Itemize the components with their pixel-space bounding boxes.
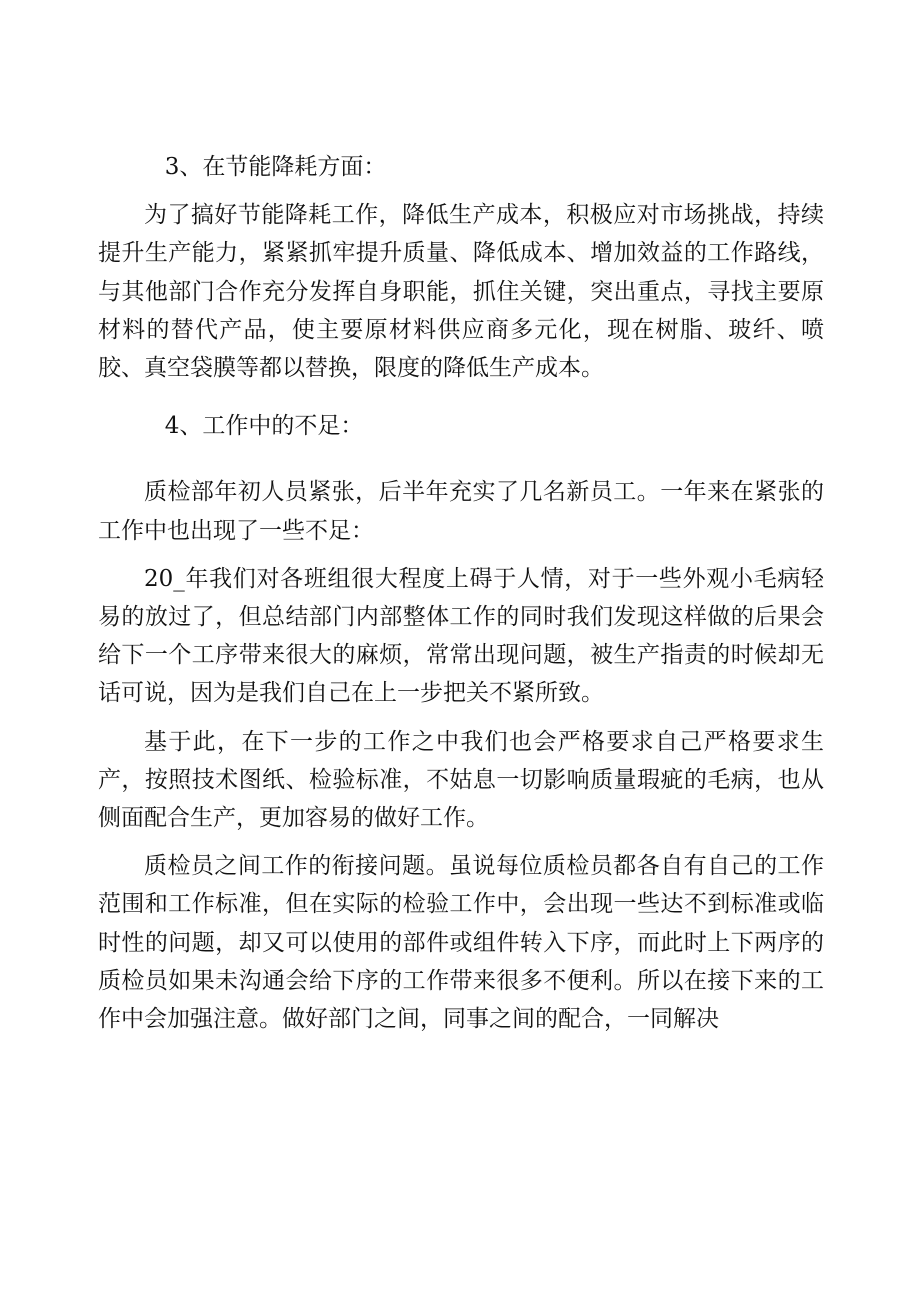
paragraph-leniency: 20_年我们对各班组很大程度上碍于人情，对于一些外观小毛病轻易的放过了，但总结部门内部整体工作的同时我们发现这样做的后果会给下一个工序带来很大的麻烦，常常出现问题，被生产指责的时候却无话可说，因为是我们自己在上一步把关不紧所致。: [98, 565, 824, 707]
document-body: [98, 148, 824, 1038]
section-heading-energy-saving: 3、在节能降耗方面：: [164, 154, 387, 180]
paragraph-strict-requirements: 基于此，在下一步的工作之中我们也会严格要求自己严格要求生产，按照技术图纸、检验标准，不姑息一切影响质量瑕疵的毛病，也从侧面配合生产，更加容易的做好工作。: [98, 728, 824, 832]
paragraph-staffing: 质检部年初人员紧张，后半年充实了几名新员工。一年来在紧张的工作中也出现了一些不足：: [98, 479, 824, 544]
paragraph-inspector-handover: 质检员之间工作的衔接问题。虽说每位质检员都各自有自己的工作范围和工作标准，但在实际的检验工作中，会出现一些达不到标准或临时性的问题，却又可以使用的部件或组件转入下序，而此时上下两序的质检员如果未沟通会给下序的工作带来很多不便利。所以在接下来的工作中会加强注意。做好部门之间，同事之间的配合，一同解决: [98, 853, 824, 1033]
paragraph-energy-saving: 为了搞好节能降耗工作，降低生产成本，积极应对市场挑战，持续提升生产能力，紧紧抓牢提升质量、降低成本、增加效益的工作路线，与其他部门合作充分发挥自身职能，抓住关键，突出重点，寻找主要原材料的替代产品，使主要原材料供应商多元化，现在树脂、玻纤、喷胶、真空袋膜等都以替换，限度的降低生产成本。: [98, 202, 824, 382]
section-heading-shortcomings: 4、工作中的不足：: [164, 413, 364, 440]
